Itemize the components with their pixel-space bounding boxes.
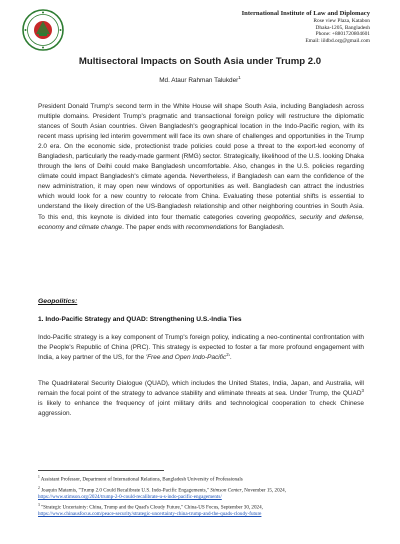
document-title: Multisectoral Impacts on South Asia under Trump 2.0 bbox=[78, 56, 322, 67]
footnote-2 bbox=[38, 485, 368, 501]
footnote-number: 1 bbox=[38, 475, 40, 479]
author-name: Md. Ataur Rahman Talukder bbox=[159, 77, 239, 85]
footnote-text-end: , November 15, 2024, bbox=[241, 487, 286, 494]
footnote-text: Assistant Professor, Department of International Relations, Bangladesh University of Professionals bbox=[39, 476, 243, 483]
abstract-end-text: for Bangladesh. bbox=[237, 223, 285, 231]
abstract-paragraph bbox=[38, 102, 364, 233]
para1-text: Indo-Pacific strategy is a key component of Trump's foreign policy, indicating a neo-continental confrontation with the People's Republic of China (PRC). This strategy is expected to foster a far more profound engagement with India, a key partner of the US, for the bbox=[38, 334, 364, 362]
abstract-mid-text: . The paper ends with bbox=[122, 223, 187, 231]
email-address: Email: iildbd.org@gmail.com bbox=[305, 38, 370, 45]
footnote-link[interactable]: https://www.chinausfocus.com/peace-security/strategic-uncertainty-china-trump-and-the-quads-cloudy-future bbox=[38, 511, 262, 518]
section-heading: Geopolitics: bbox=[38, 298, 78, 305]
institute-seal-icon bbox=[22, 9, 64, 51]
address-line-2: Dhaka-1205, Bangladesh bbox=[315, 24, 370, 31]
footnote-text: Joaquin Matamis, "Trump 2.0 Could Recalibrate U.S. Indo-Pacific Engagements," bbox=[39, 487, 211, 494]
footnote-link[interactable]: https://www.stimson.org/2024/trump-2-0-could-recalibrate-u-s-indo-pacific-engagements/ bbox=[38, 493, 222, 500]
footnote-text: "Strategic Uncertainty: China, Trump and the Quad's Cloudy Future," China-US Focus, September 30, 2024, bbox=[39, 504, 263, 511]
para2-text: The Quadrilateral Security Dialogue (QUAD), which includes the United States, India, Japan, and Australia, will remain the focal point of the strategy to advance stability and eliminate threats at sea. Under Trump, the QUAD bbox=[38, 380, 364, 398]
abstract-recommendations: recommendations bbox=[186, 223, 238, 231]
para1-end: '. bbox=[228, 354, 232, 362]
footnote-ref-2: 2 bbox=[226, 351, 229, 357]
author-footnote-ref: 1 bbox=[238, 75, 241, 80]
body-paragraph-2 bbox=[38, 379, 364, 419]
address-line-1: Rose view Plaza, Katabon bbox=[313, 18, 370, 24]
footnotes bbox=[38, 474, 368, 519]
footnote-divider bbox=[38, 470, 164, 471]
para2-end: is likely to enhance the frequency of joint military drills and technological cooperation to check Chinese aggression. bbox=[38, 400, 364, 418]
phone-number: Phone: +8801720804601 bbox=[315, 31, 370, 38]
footnote-1 bbox=[38, 474, 368, 483]
footnote-ref-3: 3 bbox=[361, 387, 364, 393]
footnote-number: 3 bbox=[38, 502, 40, 507]
footnote-source: Stimson Center bbox=[210, 487, 242, 494]
footnote-3 bbox=[38, 502, 368, 518]
organization-header bbox=[242, 10, 370, 45]
subsection-heading: 1. Indo-Pacific Strategy and QUAD: Strengthening U.S.-India Ties bbox=[38, 316, 242, 323]
organization-name: International Institute of Law and Diplomacy bbox=[241, 10, 370, 17]
abstract-main-text: President Donald Trump's second term in the White House will shape South Asia, including Bangladesh across multiple domains. President Trump's pragmatic and transactional foreign policy will restructure the diplomatic stances of South Asian countries. Given Bangladesh's geographical location in the Indo-Pacific region, with its recent mass uprising led interim government will face its own share of challenges and opportunities in the Trump 2.0 era. On the economic side, protectionist trade policies could pose a threat to the export-led economy of Bangladesh, particularly the ready-made garment (RMG) sector. Strategically, likelihood of the U.S. looking Dhaka through the lens of Delhi could make Bangladesh uncomfortable. Also, changes in the U.S. policies regarding climate could impact Bangladesh's climate agenda. Nevertheless, if Bangladesh can earn the confidence of the new administration, it may open new windows of opportunities as well. Bangladesh can attract the industries which would look for a new country to relocate from China. Evaluating these potential shifts is essential to understand the likely direction of the US-Bangladesh relationship and other neighboring countries in South Asia. To this end, this keynote is divided into four thematic categories covering bbox=[38, 103, 364, 221]
para1-italic-text: 'Free and Open Indo-Pacific bbox=[145, 354, 227, 362]
body-paragraph-1 bbox=[38, 333, 364, 363]
footnote-number: 2 bbox=[38, 485, 40, 490]
author-line bbox=[0, 75, 400, 84]
abstract-themes: geopolitics, security and defense, economy and climate change bbox=[38, 213, 364, 231]
